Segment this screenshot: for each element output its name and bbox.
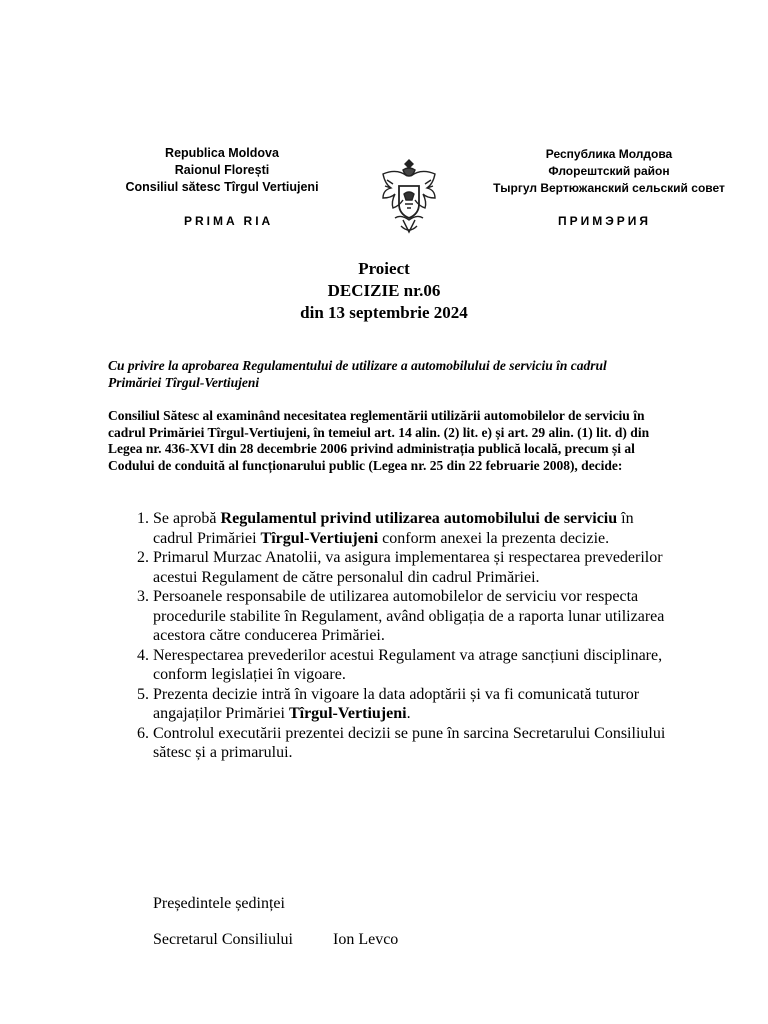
title-decision-number: DECIZIE nr.06 bbox=[327, 281, 441, 300]
decision-articles bbox=[108, 509, 673, 763]
article-3: 3. Persoanele responsabile de utilizarea automobilelor de serviciu vor respecta procedurile stabilite în Regulament, având obligația de a raporta lunar utilizarea acestora către conducerea Primăriei. bbox=[153, 587, 673, 646]
header-left-block bbox=[114, 145, 330, 196]
article-6: 6. Controlul executării prezentei decizii se pune în sarcina Secretarului Consiliului sătesc și a primarului. bbox=[153, 724, 673, 763]
title-date: din 13 septembrie 2024 bbox=[300, 303, 468, 322]
article-1: 1. Se aprobă Regulamentul privind utilizarea automobilului de serviciu în cadrul Primăriei Tîrgul-Vertiujeni conform anexei la prezenta decizie. bbox=[153, 509, 673, 548]
coat-of-arms-moldova-icon bbox=[377, 156, 441, 238]
article-4: 4. Nerespectarea prevederilor acestui Regulament va atrage sancțiuni disciplinare, conform legislației în vigoare. bbox=[153, 646, 673, 685]
header-country-ro: Republica Moldova bbox=[165, 146, 279, 160]
signature-secretary bbox=[153, 931, 398, 949]
header-district-ro: Raionul Florești bbox=[174, 163, 270, 177]
article-2: 2. Primarul Murzac Anatolii, va asigura implementarea și respectarea prevederilor acestui Regulament de către personalul din cadrul Primăriei. bbox=[153, 548, 673, 587]
document-subject: Cu privire la aprobarea Regulamentului de utilizare a automobilului de serviciu în cadrul Primăriei Tîrgul-Vertiujeni bbox=[108, 358, 607, 390]
header-office-ru: ПРИМЭРИЯ bbox=[558, 214, 652, 228]
article-5: 5. Prezenta decizie intră în vigoare la data adoptării și va fi comunicată tuturor angajaților Primăriei Tîrgul-Vertiujeni. bbox=[153, 685, 673, 724]
header-country-ru: Республика Молдова bbox=[545, 147, 673, 161]
header-right-block bbox=[470, 146, 748, 197]
title-project: Proiect bbox=[358, 259, 410, 278]
header-council-ru: Тыргул Вертюжанский сельский совет bbox=[493, 181, 725, 195]
signature-president: Președintele ședinței bbox=[153, 895, 285, 912]
header-council-ro: Consiliul sătesc Tîrgul Vertiujeni bbox=[125, 180, 319, 194]
secretary-name: Ion Levco bbox=[332, 931, 399, 948]
document-title bbox=[0, 258, 768, 324]
header-district-ru: Флорештский район bbox=[548, 164, 670, 178]
secretary-label: Secretarul Consiliului bbox=[153, 931, 293, 948]
header-office-ro: PRIMA RIA bbox=[184, 214, 274, 228]
document-preamble: Consiliul Sătesc al examinând necesitatea reglementării utilizării automobilelor de serviciu în cadrul Primăriei Tîrgul-Vertiujeni, în temeiul art. 14 alin. (2) lit. e) și art. 29 alin. (1) lit. d) din Legea nr. 436-XVI din 28 decembrie 2006 privind administrația publică locală, precum și al Codului de conduită al funcționarului public (Legea nr. 25 din 22 februarie 2008), decide: bbox=[108, 408, 650, 473]
